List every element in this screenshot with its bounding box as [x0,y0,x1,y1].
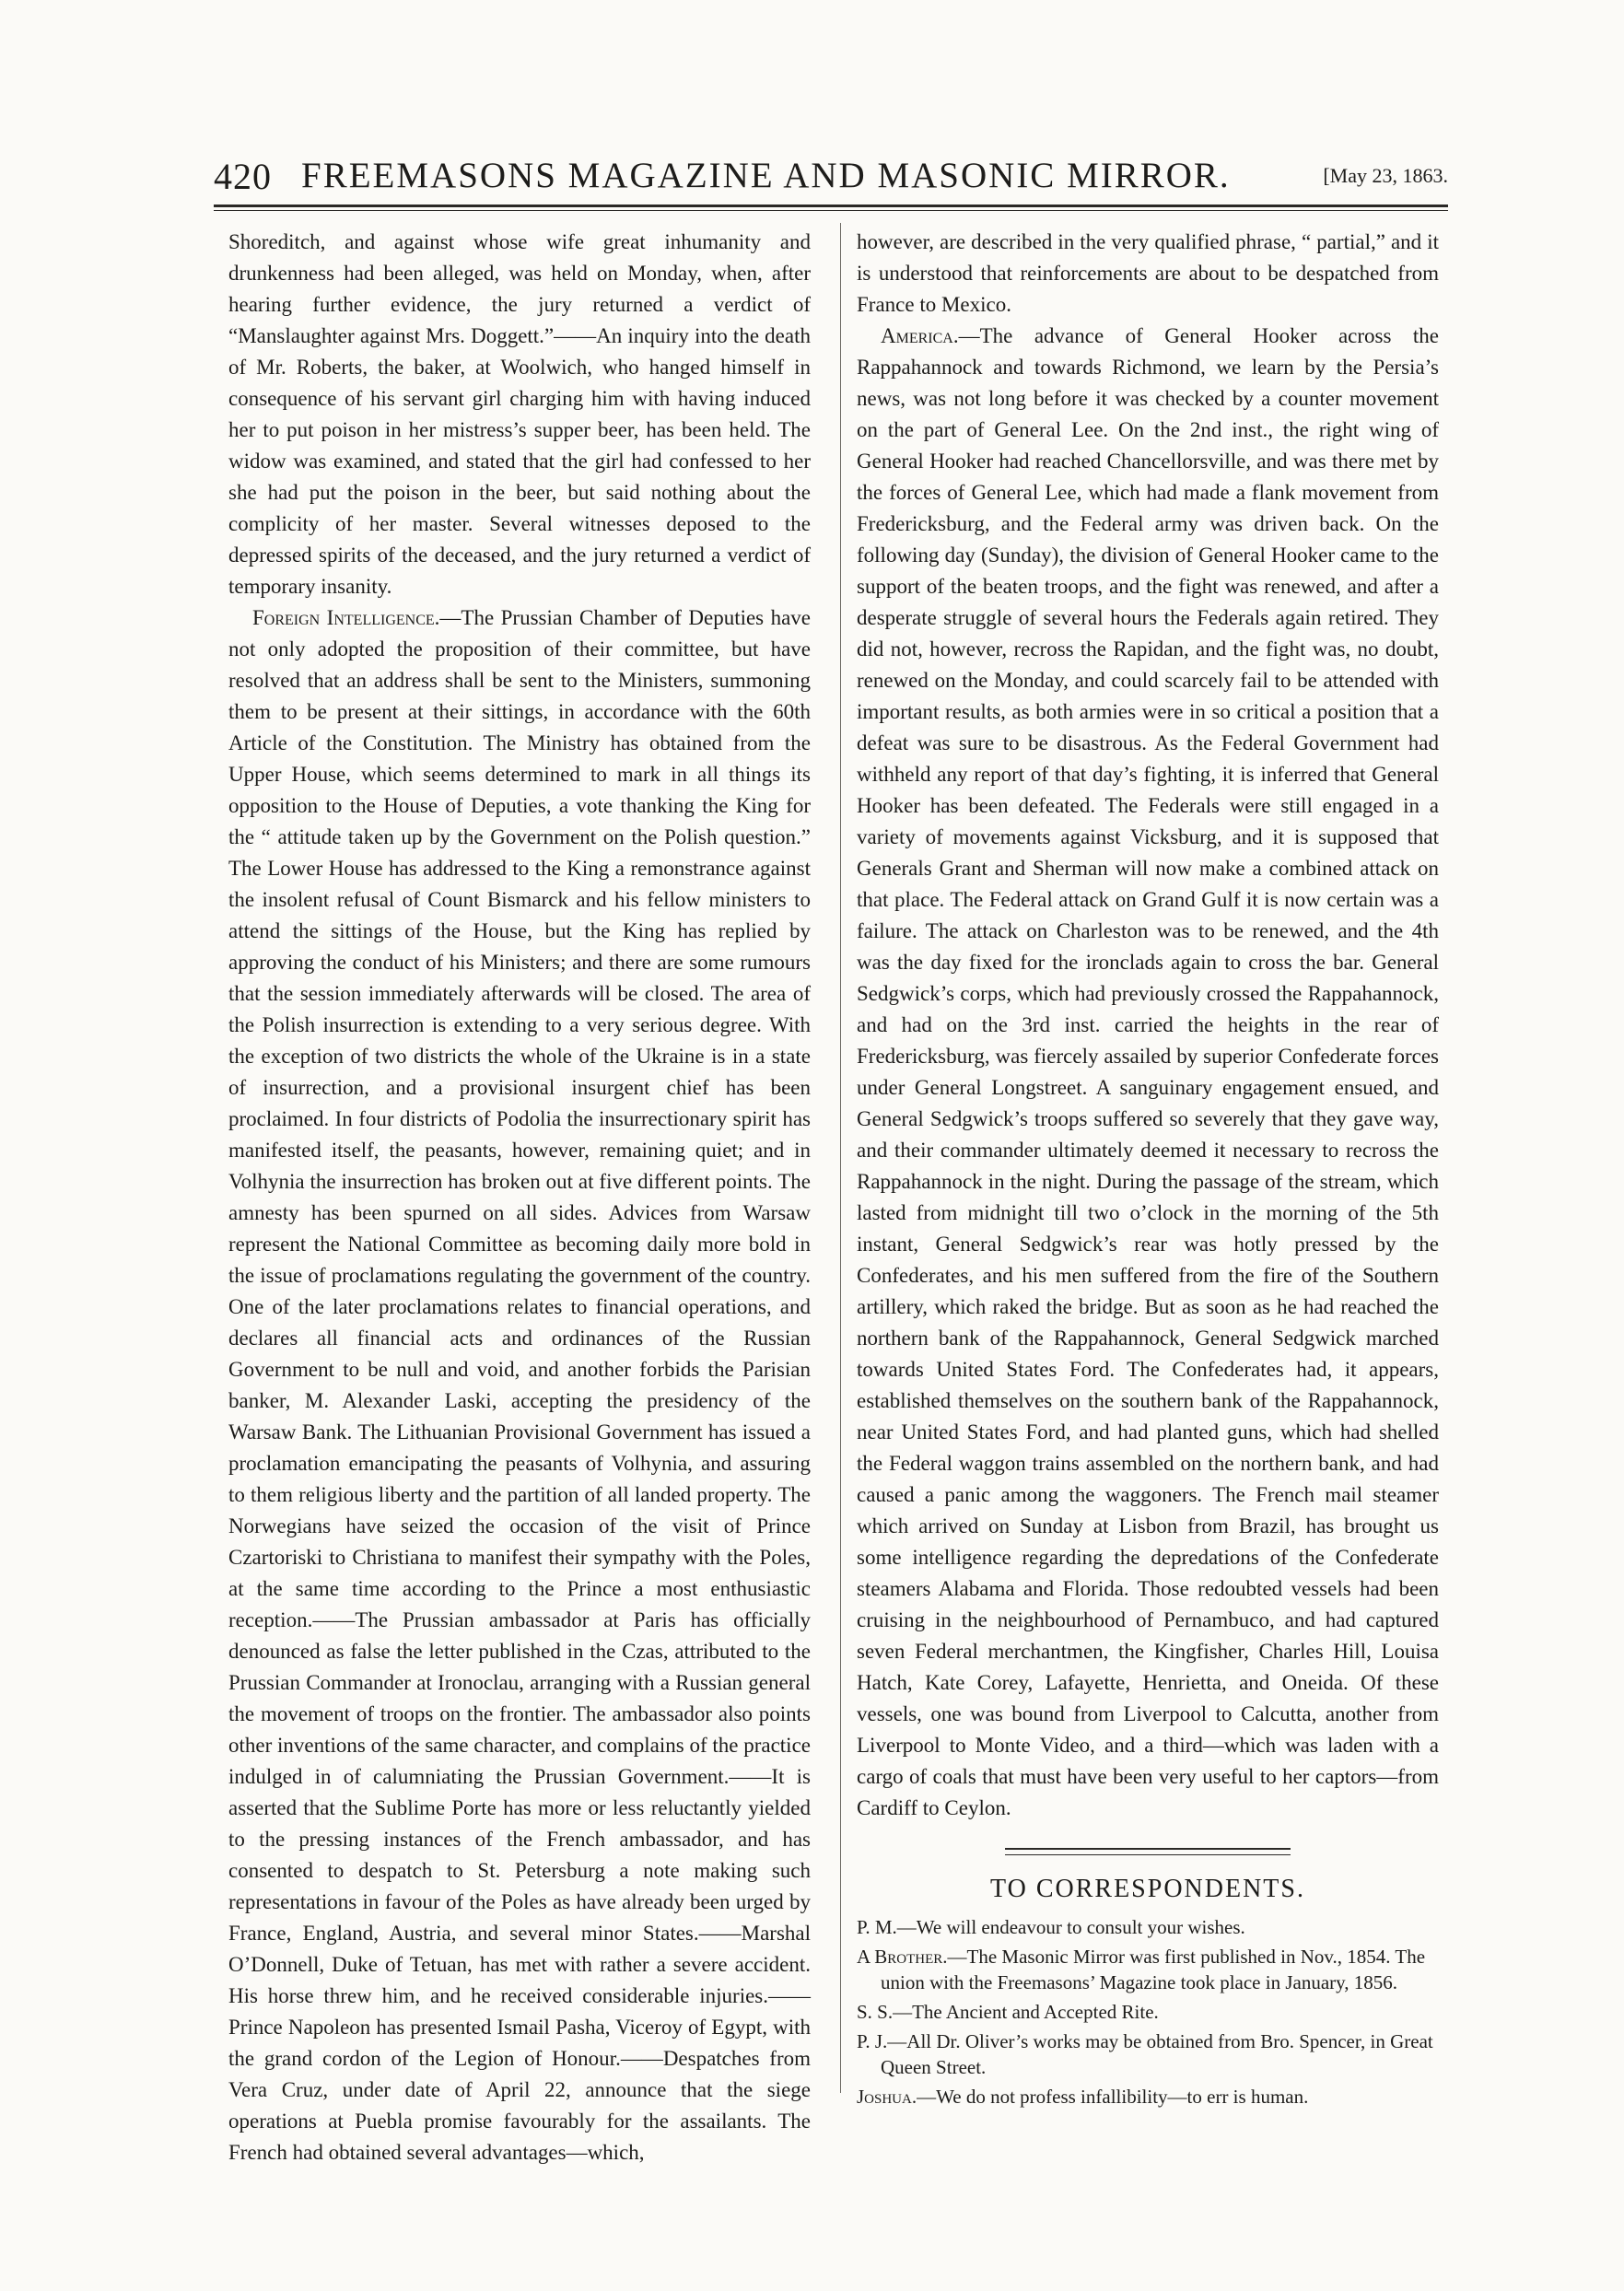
header-rule-thin [214,210,1448,211]
foreign-intelligence-paragraph [228,602,811,2168]
masthead-title: FREEMASONS MAGAZINE AND MASONIC MIRROR. [301,156,1231,195]
correspondent-reply: —The Ancient and Accepted Rite. [893,2001,1159,2023]
correspondent-name: P. M. [857,1916,897,1938]
right-column [857,227,1439,2113]
correspondent-reply: —We do not profess infallibility—to err is human. [917,2086,1309,2108]
correspondent-name: S. S. [857,2001,894,2023]
section-text: —The Prussian Chamber of Deputies have not only adopted the proposition of their committee, but have resolved that an address shall be sent to the Ministers, summoning them to be present at their sittings, in accordance with the 60th Article of the Constitution. The Ministry has obtained from the Upper House, which seems determined to mark in all things its opposition to the House of Deputies, a vote thanking the King for the “ attitude taken up by the Government on the Polish question.” The Lower House has addressed to the King a remonstrance against the insolent refusal of Count Bismarck and his fellow ministers to attend the sittings of the House, but the King has replied by approving the conduct of his Ministers; and there are some rumours that the session immediately afterwards will be closed. The area of the Polish insurrection is extending to a very serious degree. With the exception of two districts the whole of the Ukraine is in a state of insurrection, and a provisional insurgent chief has been proclaimed. In four districts of Podolia the insurrectionary spirit has manifested itself, the peasants, however, remaining quiet; and in Volhynia the insurrection has broken out at five different points. The amnesty has been spurned on all sides. Advices from Warsaw represent the National Committee as becoming daily more bold in the issue of proclamations regulating the government of the country. One of the later proclamations relates to financial operations, and declares all financial acts and ordinances of the Russian Government to be null and void, and another forbids the Parisian banker, M. Alexander Laski, accepting the presidency of the Warsaw Bank. The Lithuanian Provisional Government has issued a proclamation emancipating the peasants of Volhynia, and assuring to them religious liberty and the partition of all landed property. The Norwegians have seized the occasion of the visit of Prince Czartoriski to Christiana to manifest their sympathy with the Poles, at the same time according to the Prince a most enthusiastic reception.——The Prussian ambassador at Paris has officially denounced as false the letter published in the Czas, attributed to the Prussian Commander at Ironoclau, arranging with a Russian general the movement of troops on the frontier. The ambassador also points other inventions of the same character, and complains of the practice indulged in of calumniating the Prussian Government.——It is asserted that the Sublime Porte has more or less reluctantly yielded to the pressing instances of the French ambassador, and has consented to despatch to St. Petersburg a note making such representations in favour of the Poles as have already been urged by France, England, Austria, and several minor States.——Marshal O’Donnell, Duke of Tetuan, has met with rather a severe accident. His horse threw him, and he received considerable injuries.——Prince Napoleon has presented Ismail Pasha, Viceroy of Egypt, with the grand cordon of the Legion of Honour.——Despatches from Vera Cruz, under date of April 22, announce that the siege operations at Puebla promise favourably for the assailants. The French had obtained several advantages—which, [228,606,811,2164]
correspondent-reply: —We will endeavour to consult your wishes. [896,1916,1245,1938]
correspondent-reply: —The Masonic Mirror was first published in Nov., 1854. The union with the Freemasons’ Magazine took place in January, 1856. [881,1946,1426,1993]
page-header [214,155,1448,197]
correspondent-item [857,1914,1439,1940]
section-lead: Foreign Intelligence. [252,606,440,629]
section-ornament-rule [1005,1848,1291,1855]
section-text: —The advance of General Hooker across the Rappahannock and towards Richmond, we learn by the Persia’s news, was not long before it was checked by a counter movement on the part of General Lee. On the 2nd inst., the right wing of General Hooker had reached Chancellorsville, and was there met by the forces of General Lee, which had made a flank movement from Fredericksburg, and the Federal army was driven back. On the following day (Sunday), the division of General Hooker came to the support of the beaten troops, and the fight was renewed, and after a desperate struggle of several hours the Federals again retired. They did not, however, recross the Rapidan, and the fight was, no doubt, renewed on the Monday, and could scarcely fail to be attended with important results, as both armies were in so critical a position that a defeat was sure to be disastrous. As the Federal Government had withheld any report of that day’s fighting, it is inferred that General Hooker has been defeated. The Federals were still engaged in a variety of movements against Vicksburg, and it is supposed that Generals Grant and Sherman will now make a combined attack on that place. The Federal attack on Grand Gulf it is now certain was a failure. The attack on Charleston was to be renewed, and the 4th was the day fixed for the ironclads again to cross the bar. General Sedgwick’s corps, which had previously crossed the Rappahannock, and had on the 3rd inst. carried the heights in the rear of Fredericksburg, was fiercely assailed by superior Confederate forces under General Longstreet. A sanguinary engagement ensued, and General Sedgwick’s troops suffered so severely that they gave way, and their commander ultimately deemed it necessary to recross the Rappahannock in the night. During the passage of the stream, which lasted from midnight till two o’clock in the morning of the 5th instant, General Sedgwick’s rear was hotly pressed by the Confederates, and his men suffered from the fire of the Southern artillery, which raked the bridge. But as soon as he had reached the northern bank of the Rappahannock, General Sedgwick marched towards United States Ford. The Confederates had, it appears, established themselves on the southern bank of the Rappahannock, near United States Ford, and had planted guns, which had shelled the Federal waggon trains assembled on the northern bank, and had caused a panic among the waggoners. The French mail steamer which arrived on Sunday at Lisbon from Brazil, has brought us some intelligence regarding the depredations of the Confederate steamers Alabama and Florida. Those redoubted vessels had been cruising in the neighbourhood of Pernambuco, and had captured seven Federal merchantmen, the Kingfisher, Charles Hill, Louisa Hatch, Kate Corey, Lafayette, Henrietta, and Oneida. Of these vessels, one was bound from Liverpool to Calcutta, another from Liverpool to Monte Video, and a third—which was laden with a cargo of coals that must have been very useful to her captors—from Cardiff to Ceylon. [857,324,1439,1819]
correspondent-item [857,2084,1439,2110]
correspondent-item [857,2028,1439,2080]
section-lead: America. [881,324,959,347]
article-paragraph: however, are described in the very qualified phrase, “ partial,” and it is understood that reinforcements are about to be despatched from France to Mexico. [857,230,1439,316]
correspondent-item [857,1999,1439,2025]
correspondent-item [857,1944,1439,1995]
america-paragraph [857,321,1439,1824]
correspondent-name: Joshua. [857,2086,917,2108]
correspondents-heading: TO CORRESPONDENTS. [990,1875,1305,1903]
article-paragraph: Shoreditch, and against whose wife great inhumanity and drunkenness had been alleged, was held on Monday, when, after hearing further evidence, the jury returned a verdict of “Manslaughter against Mrs. Doggett.”——An inquiry into the death of Mr. Roberts, the baker, at Woolwich, who hanged himself in consequence of his servant girl charging him with having induced her to put poison in her mistress’s supper beer, has been held. The widow was examined, and stated that the girl had confessed to her she had put the poison in the beer, but said nothing about the complicity of her master. Several witnesses deposed to the depressed spirits of the deceased, and the jury returned a verdict of temporary insanity. [228,230,811,598]
correspondent-reply: —All Dr. Oliver’s works may be obtained from Bro. Spencer, in Great Queen Street. [881,2030,1433,2078]
column-divider [840,223,841,2093]
issue-date: [May 23, 1863. [1323,164,1448,187]
correspondent-name: A Brother. [857,1946,948,1968]
page-number: 420 [214,156,272,197]
left-column [228,227,811,2168]
header-rule [214,205,1448,207]
correspondent-name: P. J. [857,2030,888,2052]
